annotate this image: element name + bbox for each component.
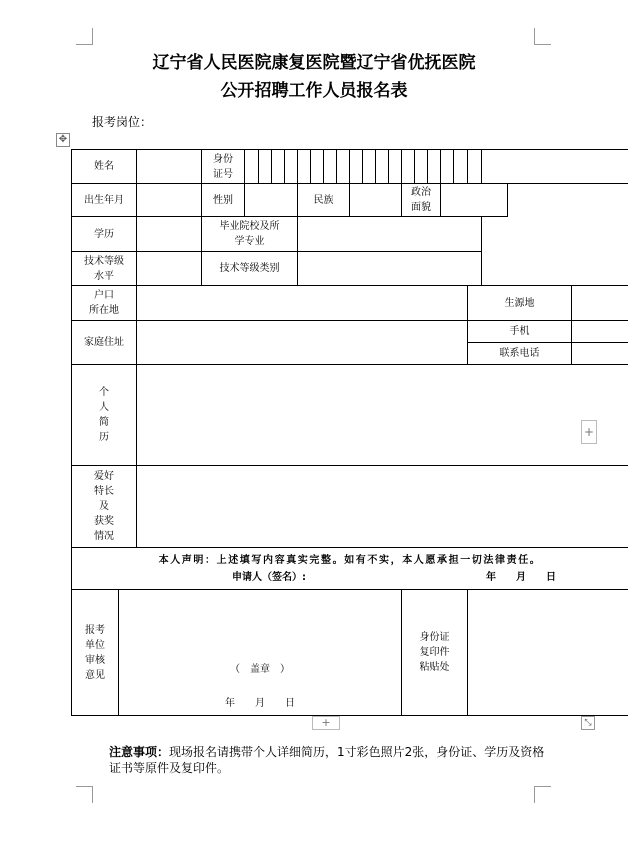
ethnicity-label: 民族 <box>298 184 350 217</box>
mobile-field[interactable] <box>572 321 628 343</box>
add-column-icon[interactable]: + <box>581 420 597 444</box>
id-copy-label: 身份证 复印件 粘贴处 <box>402 590 468 716</box>
id-digit-cell[interactable] <box>337 150 350 184</box>
id-digit-cell[interactable] <box>259 150 272 184</box>
id-copy-area[interactable] <box>468 590 628 716</box>
student-origin-field[interactable] <box>572 286 628 321</box>
id-digit-cell[interactable] <box>376 150 389 184</box>
photo-area-continued <box>482 252 628 286</box>
applicant-signature-label: 申请人（签名）: <box>232 571 306 583</box>
id-digit-cell[interactable] <box>350 150 363 184</box>
gender-label: 性别 <box>202 184 245 217</box>
tech-category-label: 技术等级类别 <box>202 252 298 286</box>
resume-label: 个 人 简 历 <box>72 365 137 466</box>
ethnicity-field[interactable] <box>350 184 402 217</box>
hukou-label: 户口 所在地 <box>72 286 137 321</box>
notice <box>109 744 549 776</box>
education-field[interactable] <box>137 217 202 252</box>
declaration-text: 本人声明：上述填写内容真实完整。如有不实，本人愿承担一切法律责任。 <box>158 554 542 566</box>
tech-level-label: 技术等级 水平 <box>72 252 137 286</box>
id-digit-cell[interactable] <box>272 150 285 184</box>
review-date: 年 月 日 <box>225 698 295 709</box>
notice-label: 注意事项： <box>109 745 170 759</box>
hobbies-label: 爱好 特长 及 获奖 情况 <box>72 466 137 548</box>
move-icon[interactable]: ✥ <box>56 133 70 147</box>
id-digit-cell[interactable] <box>311 150 324 184</box>
id-digit-cell[interactable] <box>468 150 482 184</box>
seal-label: （ 盖章 ） <box>230 664 290 675</box>
political-label: 政治 面貌 <box>402 184 441 217</box>
id-digit-cell[interactable] <box>245 150 259 184</box>
hobbies-field[interactable] <box>137 466 628 548</box>
declaration-cell <box>72 548 628 590</box>
tech-category-field[interactable] <box>298 252 482 286</box>
crop-mark-top-right <box>534 28 551 45</box>
gender-field[interactable] <box>245 184 298 217</box>
id-digit-cell[interactable] <box>389 150 402 184</box>
school-major-label: 毕业院校及所 学专业 <box>202 217 298 252</box>
student-origin-label: 生源地 <box>468 286 572 321</box>
id-digit-cell[interactable] <box>285 150 298 184</box>
home-address-field[interactable] <box>137 321 468 365</box>
education-label: 学历 <box>72 217 137 252</box>
id-digit-cell[interactable] <box>454 150 468 184</box>
photo-area-continued <box>482 217 628 252</box>
id-digit-cell[interactable] <box>415 150 428 184</box>
id-digit-cell[interactable] <box>363 150 376 184</box>
position-label: 报考岗位： <box>92 115 153 129</box>
document-subtitle: 公开招聘工作人员报名表 <box>220 81 408 101</box>
review-opinion-field[interactable] <box>119 590 402 716</box>
name-field[interactable] <box>137 150 202 184</box>
birth-date-field[interactable] <box>137 184 202 217</box>
contact-phone-field[interactable] <box>572 343 628 365</box>
contact-phone-label: 联系电话 <box>468 343 572 365</box>
document-title: 辽宁省人民医院康复医院暨辽宁省优抚医院 <box>152 53 476 73</box>
crop-mark-top-left <box>76 28 93 45</box>
school-major-field[interactable] <box>298 217 482 252</box>
photo-area-continued <box>508 184 628 217</box>
crop-mark-bottom-left <box>76 786 93 803</box>
name-label: 姓名 <box>72 150 137 184</box>
review-label: 报考 单位 审核 意见 <box>72 590 119 716</box>
id-digit-cell[interactable] <box>402 150 415 184</box>
hukou-field[interactable] <box>137 286 468 321</box>
photo-area[interactable] <box>482 150 628 184</box>
resume-field[interactable] <box>137 365 628 466</box>
id-number-label: 身份 证号 <box>202 150 245 184</box>
tech-level-field[interactable] <box>137 252 202 286</box>
id-digit-cell[interactable] <box>324 150 337 184</box>
registration-table <box>71 149 628 716</box>
declaration-date: 年 月 日 <box>486 571 556 583</box>
id-digit-cell[interactable] <box>441 150 454 184</box>
resize-icon[interactable]: ⤡ <box>581 716 595 730</box>
id-digit-cell[interactable] <box>428 150 441 184</box>
birth-date-label: 出生年月 <box>72 184 137 217</box>
crop-mark-bottom-right <box>534 786 551 803</box>
home-address-label: 家庭住址 <box>72 321 137 365</box>
political-field[interactable] <box>441 184 508 217</box>
id-digit-cell[interactable] <box>298 150 311 184</box>
mobile-label: 手机 <box>468 321 572 343</box>
notice-text: 现场报名请携带个人详细简历，1寸彩色照片2张，身份证、学历及资格证书等原件及复印件。 <box>109 745 545 775</box>
add-row-icon[interactable]: + <box>312 716 340 730</box>
